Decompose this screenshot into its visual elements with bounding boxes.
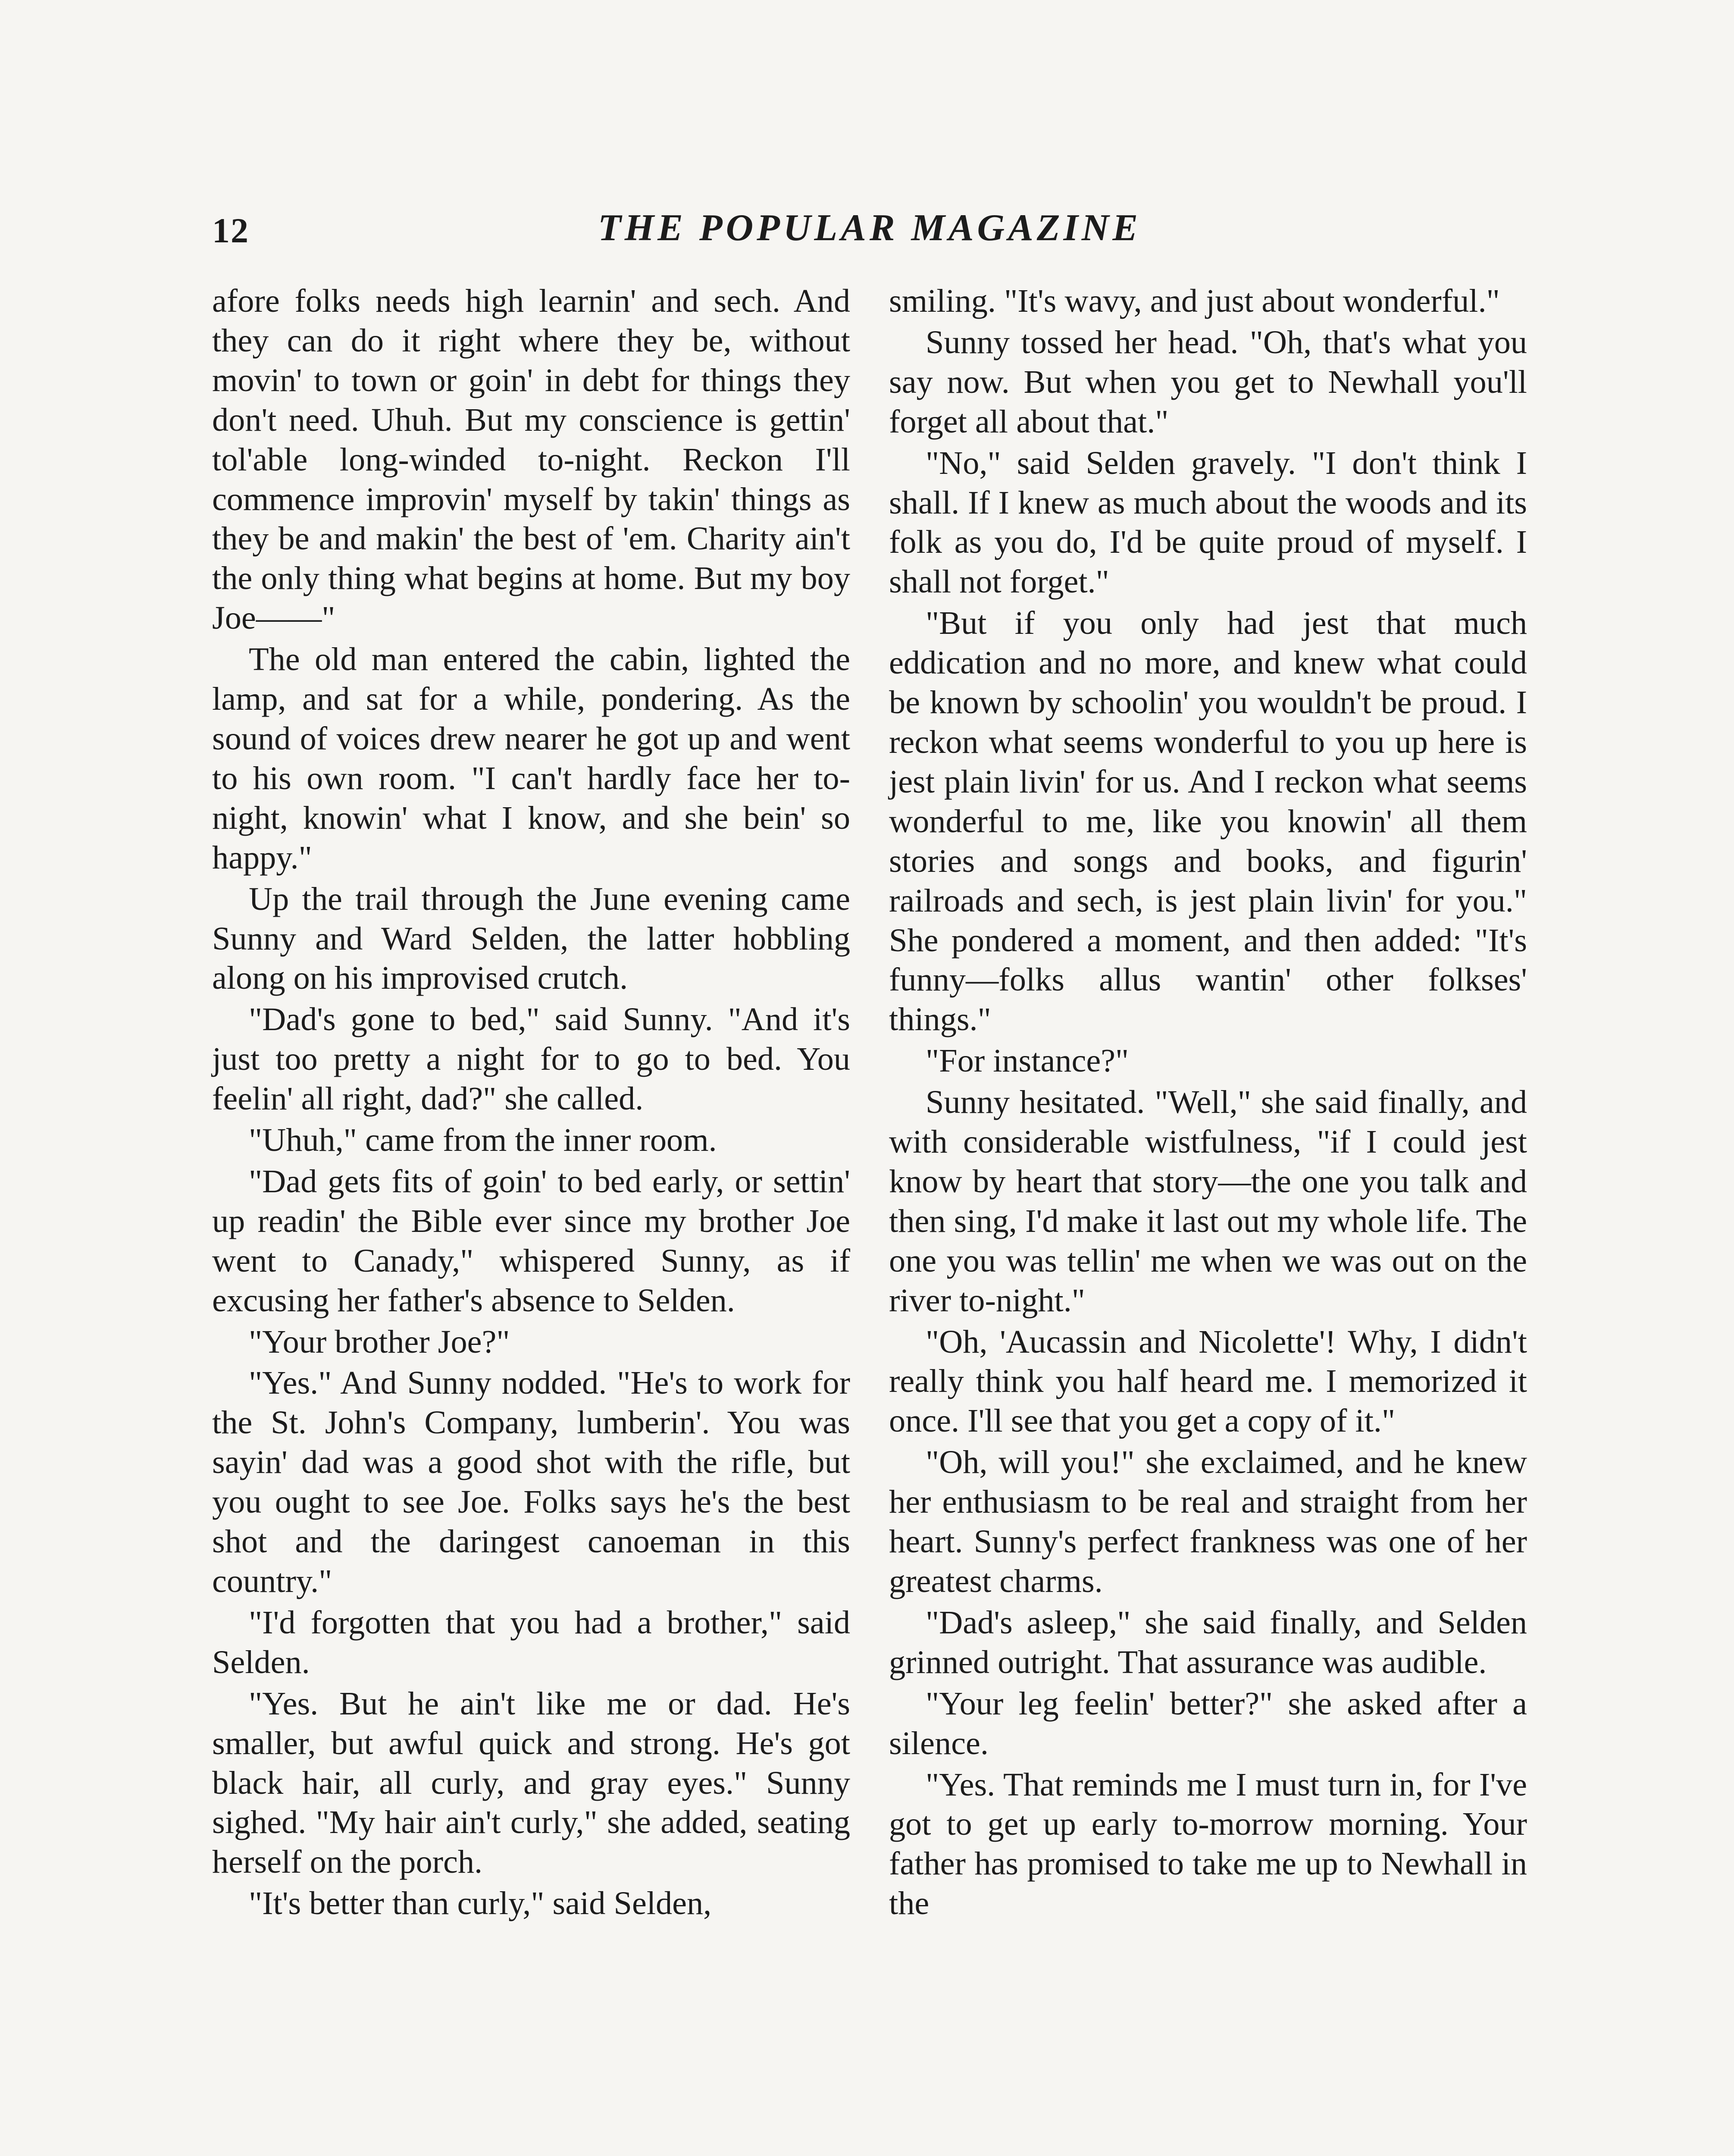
paragraph: "Yes." And Sunny nodded. "He's to work for the St. John's Company, lumberin'. You was sayin' dad was a good shot with the rifle, but you ought to see Joe. Folks says he's the best shot and the daringest canoeman in this country.": [212, 1364, 850, 1599]
paragraph: "Yes. But he ain't like me or dad. He's smaller, but awful quick and strong. He's got black hair, all curly, and gray eyes." Sunny sighed. "My hair ain't curly," she added, seating herself on the porch.: [212, 1685, 850, 1880]
paragraph: "Dad's gone to bed," said Sunny. "And it's just too pretty a night for to go to bed. You feelin' all right, dad?" she called.: [212, 1001, 850, 1117]
paragraph: "I'd forgotten that you had a brother," said Selden.: [212, 1604, 850, 1680]
paragraph: "Yes. That reminds me I must turn in, for I've got to get up early to-morrow morning. Your father has promised to take me up to Newhall in the: [889, 1766, 1527, 1922]
paragraph: "No," said Selden gravely. "I don't think I shall. If I knew as much about the woods and its folk as you do, I'd be quite proud of myself. I shall not forget.": [889, 444, 1527, 600]
paragraph: The old man entered the cabin, lighted the lamp, and sat for a while, pondering. As the sound of voices drew nearer he got up and went to his own room. "I can't hardly face her to-night, knowin' what I know, and she bein' so happy.": [212, 641, 850, 876]
page-header: [212, 206, 1527, 262]
left-column: [212, 281, 850, 1925]
right-column: [889, 281, 1527, 1925]
paragraph: Sunny tossed her head. "Oh, that's what you say now. But when you get to Newhall you'll forget all about that.": [889, 323, 1527, 440]
paragraph: "Uhuh," came from the inner room.: [249, 1122, 717, 1159]
paragraph: "For instance?": [926, 1042, 1129, 1079]
paragraph: afore folks needs high learnin' and sech. And they can do it right where they be, without movin' to town or goin' in debt for things they don't need. Uhuh. But my conscience is gettin' tol'able long-winded to-night. Reckon I'll commence improvin' myself by takin' things as they be and makin' the best of 'em. Charity ain't the only thing what begins at home. But my boy Joe——": [212, 282, 850, 636]
page-number: 12: [212, 211, 249, 250]
paragraph: "Oh, 'Aucassin and Nicolette'! Why, I didn't really think you half heard me. I memorized it once. I'll see that you get a copy of it.": [889, 1323, 1527, 1439]
paragraph: "Dad gets fits of goin' to bed early, or settin' up readin' the Bible ever since my brother Joe went to Canady," whispered Sunny, as if excusing her father's absence to Selden.: [212, 1163, 850, 1319]
paragraph: Up the trail through the June evening came Sunny and Ward Selden, the latter hobbling along on his improvised crutch.: [212, 880, 850, 997]
paragraph: "But if you only had jest that much eddication and no more, and knew what could be known by schoolin' you wouldn't be proud. I reckon what seems wonderful to you up here is jest plain livin' for us. And I reckon what seems wonderful to me, like you knowin' all them stories and songs and books, and figurin' railroads and sech, is jest plain livin' for you." She pondered a moment, and then added: "It's funny—folks allus wantin' other folkses' things.": [889, 605, 1527, 1038]
paragraph: "Your leg feelin' better?" she asked after a silence.: [889, 1685, 1527, 1761]
paragraph: smiling. "It's wavy, and just about wonderful.": [889, 282, 1500, 319]
paragraph: "Your brother Joe?": [249, 1323, 510, 1360]
paragraph: "Dad's asleep," she said finally, and Selden grinned outright. That assurance was audible.: [889, 1604, 1527, 1680]
paragraph: "Oh, will you!" she exclaimed, and he knew her enthusiasm to be real and straight from her heart. Sunny's perfect frankness was one of her greatest charms.: [889, 1444, 1527, 1599]
paragraph: "It's better than curly," said Selden,: [249, 1885, 712, 1922]
magazine-title: THE POPULAR MAGAZINE: [598, 207, 1142, 249]
paragraph: Sunny hesitated. "Well," she said finally, and with considerable wistfulness, "if I could jest know by heart that story—the one you talk and then sing, I'd make it last out my whole life. The one you was tellin' me when we was out on the river to-night.": [889, 1084, 1527, 1319]
